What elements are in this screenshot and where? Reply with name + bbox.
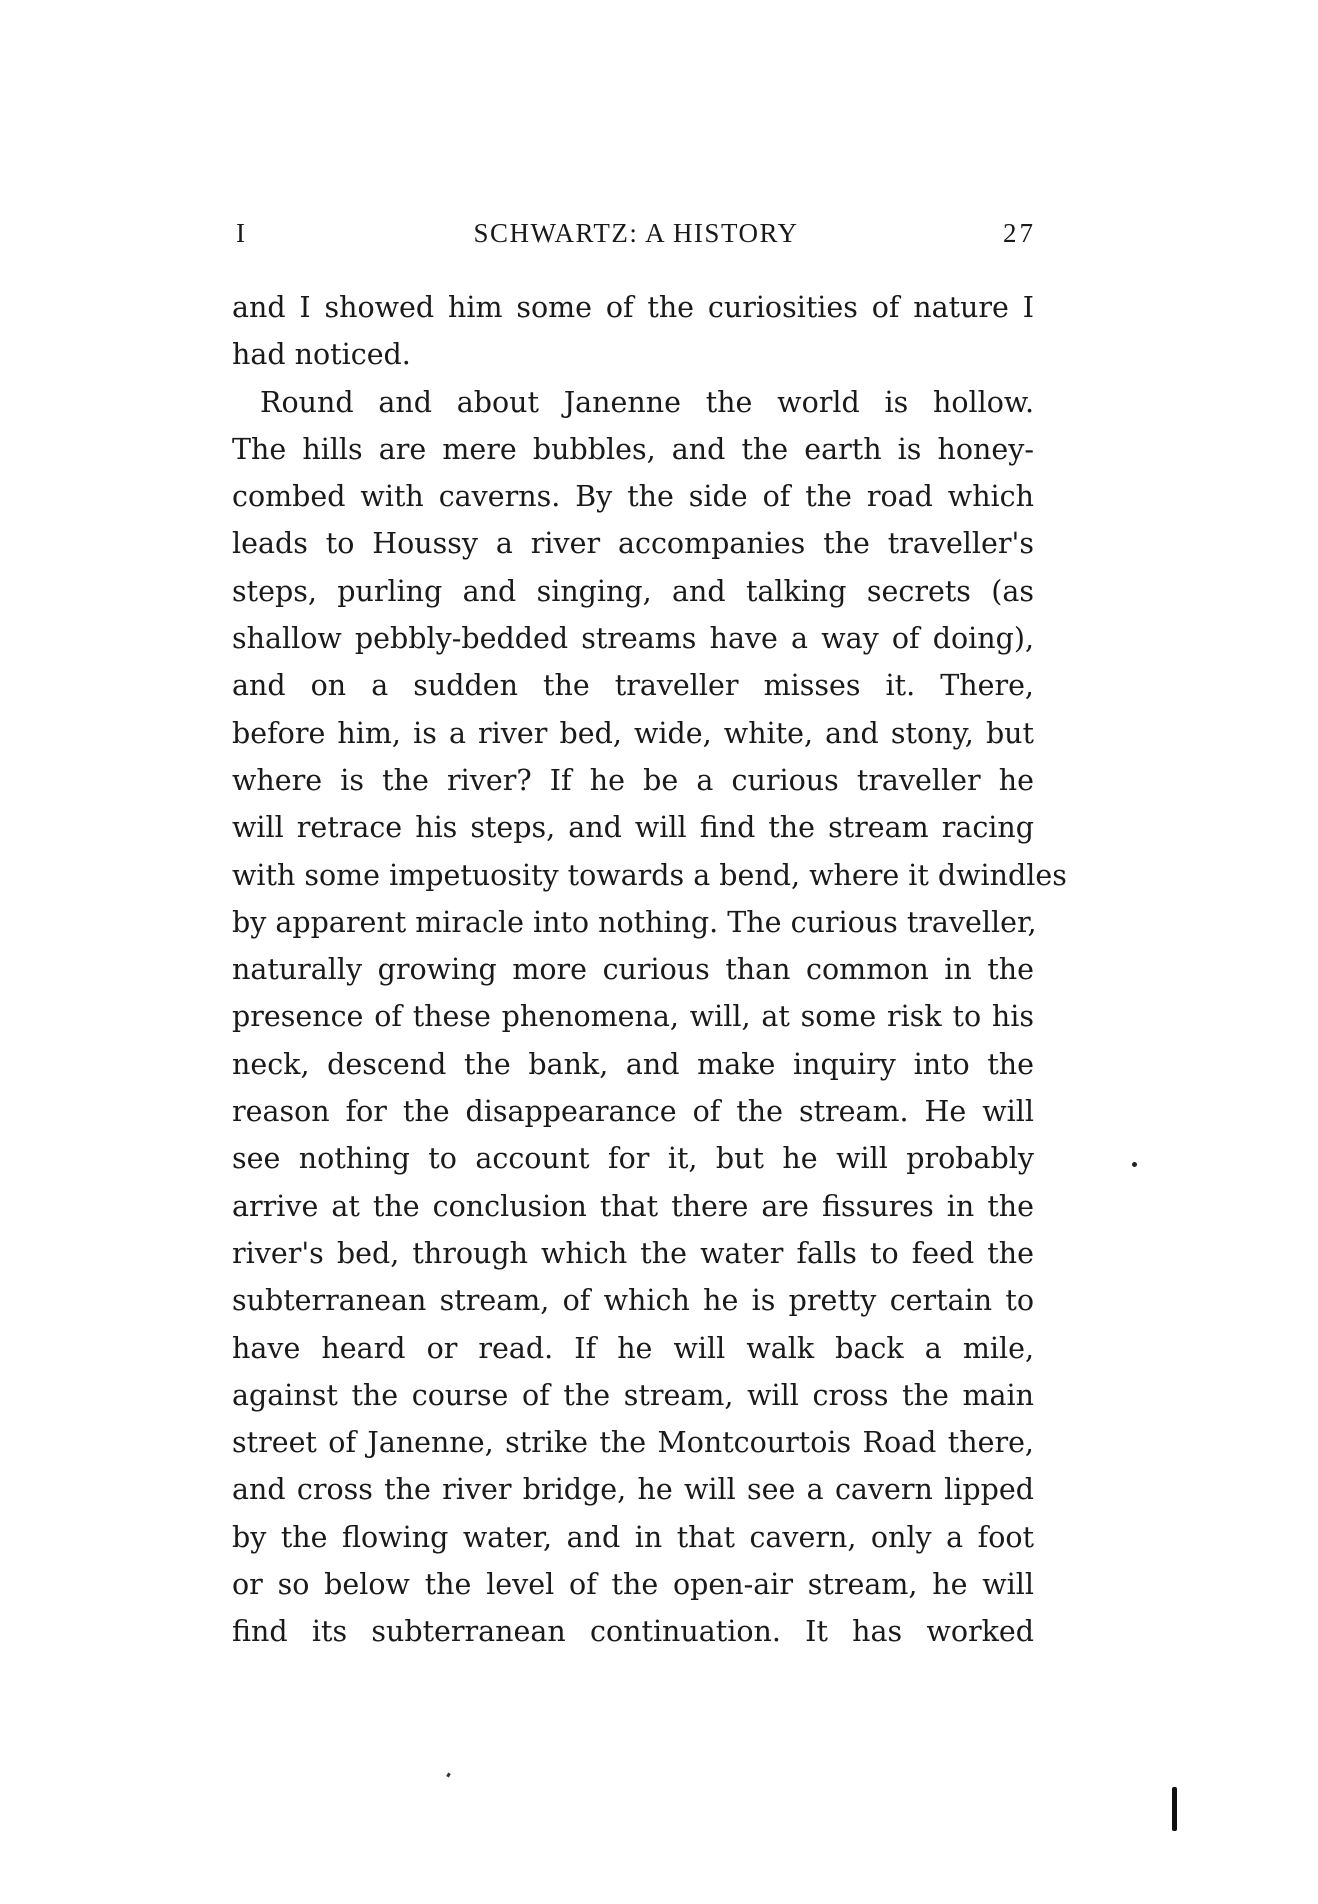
text-line: or so below the level of the open-air stream, he will (232, 1568, 1034, 1602)
text-line: presence of these phenomena, will, at some risk to his (232, 1000, 1034, 1034)
text-line: subterranean stream, of which he is pretty certain to (232, 1284, 1034, 1318)
text-line: will retrace his steps, and will find the stream racing (232, 811, 1034, 845)
text-line: had noticed. (232, 338, 411, 372)
text-line: and cross the river bridge, he will see a cavern lipped (232, 1473, 1034, 1507)
text-line: The hills are mere bubbles, and the earth is honey- (232, 432, 1034, 466)
chapter-number: I (236, 218, 246, 248)
text-line: leads to Houssy a river accompanies the traveller's (232, 527, 1034, 561)
text-line: against the course of the stream, will cross the main (232, 1378, 1034, 1412)
text-line: shallow pebbly-bedded streams have a way of doing), (232, 622, 1034, 656)
scan-speck (446, 1773, 451, 1778)
text-line: find its subterranean continuation. It has worked (232, 1615, 1034, 1649)
running-title: SCHWARTZ: A HISTORY (473, 218, 799, 248)
text-line: neck, descend the bank, and make inquiry into the (232, 1047, 1034, 1081)
body-text (232, 284, 1067, 1656)
text-line: where is the river? If he be a curious traveller he (232, 763, 1034, 797)
text-line: with some impetuosity towards a bend, where it dwindles (232, 858, 1067, 892)
text-line: arrive at the conclusion that there are fissures in the (232, 1189, 1034, 1223)
text-line: naturally growing more curious than common in the (232, 953, 1034, 987)
page-number: 27 (1003, 218, 1036, 248)
text-line: reason for the disappearance of the stream. He will (232, 1095, 1034, 1129)
text-line: see nothing to account for it, but he will probably (232, 1142, 1034, 1176)
text-line: before him, is a river bed, wide, white, and stony, but (232, 716, 1034, 750)
text-line: river's bed, through which the water falls to feed the (232, 1236, 1034, 1270)
text-line: street of Janenne, strike the Montcourtois Road there, (232, 1426, 1034, 1460)
text-line: and on a sudden the traveller misses it. There, (232, 669, 1034, 703)
scan-speck (1132, 1162, 1137, 1167)
text-line: have heard or read. If he will walk back a mile, (232, 1331, 1034, 1365)
text-line: by apparent miracle into nothing. The curious traveller, (232, 905, 1037, 939)
running-header (236, 218, 1036, 258)
text-line: and I showed him some of the curiosities of nature I (232, 291, 1034, 324)
text-line: combed with caverns. By the side of the road which (232, 480, 1034, 514)
text-line: by the flowing water, and in that cavern, only a foot (232, 1520, 1034, 1554)
text-line: steps, purling and singing, and talking secrets (as (232, 574, 1034, 608)
scan-edge-mark (1172, 1787, 1177, 1831)
text-line: Round and about Janenne the world is hollow. (260, 385, 1034, 419)
